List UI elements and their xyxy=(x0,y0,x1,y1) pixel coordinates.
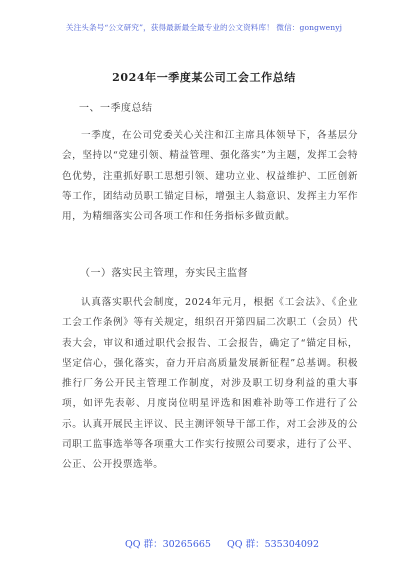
subsection-paragraph: 认真落实职代会制度，2024年元月，根据《工会法》、《企业工会工作条例》等有关规定，组织召开第四届二次职工（会员）代表大会，审议和通过职代会报告、工会报告，确定了“锚定目标，坚定信心，强化落实，奋力开启高质量发展新征程”总基调。积极推行厂务公开民主管理工作制度，对涉及职工切身利益的重大事项，如评先表彰、月度岗位明星评选和困难补助等工作进行了公示。认真开展民主评议、民主测评领导干部工作，对工会涉及的公司职工监事选举等各项重大工作实行按照公司要求，进行了公平、公正、公开投票选举。 xyxy=(62,297,358,471)
intro-paragraph: 一季度，在公司党委关心关注和江主席具体领导下，各基层分会，坚持以“党建引领、精益管理、强化落实”为主题，发挥工会特色优势，注重抓好职工思想引领、建功立业、权益维护、工匠创新等工作，团结动员职工锚定目标，增强主人翁意识、发挥主力军作用，为精细落实公司各项工作和任务指标多做贡献。 xyxy=(62,130,358,223)
footer-qq-contact: QQ 群：30265665 xyxy=(125,539,211,550)
footer xyxy=(0,536,408,550)
document-title: 2024年一季度某公司工会工作总结 xyxy=(112,71,296,84)
subsection-heading: （一）落实民主管理，夯实民主监督 xyxy=(80,268,248,279)
footer-qq-group: QQ 群：535304092 xyxy=(227,539,319,550)
section-heading: 一、一季度总结 xyxy=(79,103,153,114)
header-banner: 关注头条号“公文研究”，获得最新最全最专业的公文资料库！ 微信：gongwenyj xyxy=(65,23,343,32)
